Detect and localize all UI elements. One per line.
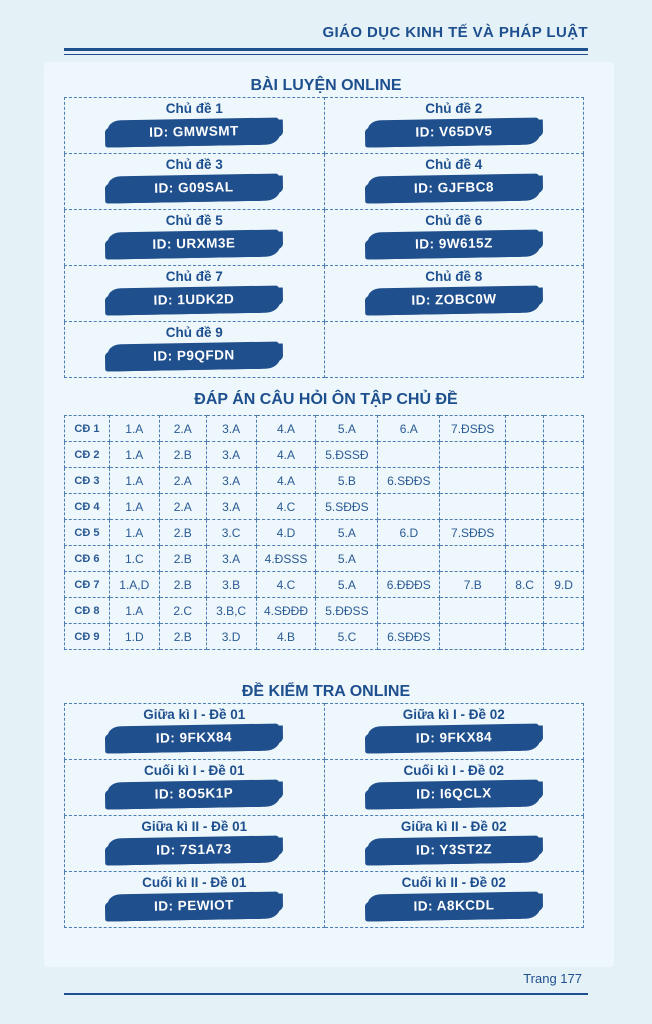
test-id: ID: 8O5K1P	[154, 785, 234, 802]
answer-cell: 1.A	[109, 598, 159, 624]
answer-cell	[440, 598, 506, 624]
answer-cell: 7.SĐĐS	[440, 520, 506, 546]
id-highlight	[108, 286, 280, 316]
id-highlight	[108, 724, 280, 754]
test-id: ID: I6QCLX	[415, 785, 492, 802]
topic-card	[65, 98, 325, 154]
answer-cell: 2.B	[159, 442, 206, 468]
answer-cell	[506, 546, 544, 572]
topic-id: ID: P9QFDN	[153, 347, 236, 364]
book-title: GIÁO DỤC KINH TẾ VÀ PHÁP LUẬT	[322, 24, 588, 41]
id-highlight	[108, 892, 280, 922]
id-highlight	[368, 230, 540, 260]
topic-id: ID: G09SAL	[154, 179, 234, 196]
answer-cell: 2.B	[159, 546, 206, 572]
answer-cell	[506, 520, 544, 546]
answer-cell	[506, 494, 544, 520]
test-label: Cuối kì II - Đề 01	[142, 875, 247, 890]
answer-cell: 5.ĐSSĐ	[316, 442, 378, 468]
topic-code: CĐ 1	[65, 416, 110, 442]
topic-label: Chủ đề 9	[165, 325, 223, 340]
answer-row	[65, 494, 584, 520]
answer-cell: 3.B	[206, 572, 256, 598]
answer-cell	[544, 416, 584, 442]
answer-cell: 6.SĐĐS	[378, 468, 440, 494]
answer-cell: 6.A	[378, 416, 440, 442]
test-label: Cuối kì I - Đề 01	[143, 763, 245, 778]
test-card	[324, 872, 584, 928]
answer-cell	[440, 442, 506, 468]
topic-code: CĐ 2	[65, 442, 110, 468]
answer-row	[65, 572, 584, 598]
answer-cell	[440, 624, 506, 650]
id-highlight	[368, 724, 540, 754]
answer-cell: 1.A	[109, 468, 159, 494]
topic-code: CĐ 8	[65, 598, 110, 624]
answer-cell: 2.B	[159, 520, 206, 546]
answer-cell	[506, 624, 544, 650]
topic-code: CĐ 4	[65, 494, 110, 520]
answer-cell: 1.C	[109, 546, 159, 572]
answer-cell	[440, 494, 506, 520]
test-id: ID: A8KCDL	[413, 897, 495, 914]
id-highlight	[368, 780, 540, 810]
answer-cell	[544, 520, 584, 546]
id-highlight	[108, 342, 280, 372]
answer-cell: 3.A	[206, 546, 256, 572]
answer-cell	[378, 546, 440, 572]
answer-cell: 4.C	[256, 494, 316, 520]
topic-id: ID: URXM3E	[152, 235, 236, 252]
test-id: ID: 9FKX84	[155, 729, 233, 746]
topic-id: ID: 9W615Z	[414, 235, 493, 252]
answer-cell: 5.A	[316, 546, 378, 572]
tests-table	[64, 703, 584, 928]
page-number: Trang 177	[523, 971, 582, 986]
answer-row	[65, 468, 584, 494]
answer-cell: 5.A	[316, 520, 378, 546]
topic-label: Chủ đề 7	[165, 269, 223, 284]
test-label: Giữa kì II - Đề 02	[400, 819, 507, 834]
answer-cell	[378, 442, 440, 468]
answer-cell: 8.C	[506, 572, 544, 598]
answer-cell: 4.ĐSSS	[256, 546, 316, 572]
test-label: Giữa kì I - Đề 02	[402, 707, 505, 722]
practice-table	[64, 97, 584, 378]
test-label: Giữa kì II - Đề 01	[141, 819, 248, 834]
topic-code: CĐ 3	[65, 468, 110, 494]
answer-cell: 1.A	[109, 494, 159, 520]
answer-cell	[440, 468, 506, 494]
test-card	[65, 760, 325, 816]
answer-row	[65, 624, 584, 650]
answer-cell: 3.B,C	[206, 598, 256, 624]
answer-cell	[378, 598, 440, 624]
topic-label: Chủ đề 8	[425, 269, 483, 284]
answer-cell: 5.B	[316, 468, 378, 494]
topic-label: Chủ đề 2	[425, 101, 483, 116]
answer-cell: 1.A	[109, 416, 159, 442]
answer-row	[65, 598, 584, 624]
answer-cell: 5.ĐĐSS	[316, 598, 378, 624]
topic-label: Chủ đề 1	[165, 101, 223, 116]
topic-code: CĐ 5	[65, 520, 110, 546]
id-highlight	[368, 892, 540, 922]
answer-cell: 4.C	[256, 572, 316, 598]
answer-cell: 1.A	[109, 520, 159, 546]
answer-cell	[506, 598, 544, 624]
answer-cell: 6.ĐĐĐS	[378, 572, 440, 598]
topic-id: ID: GMWSMT	[149, 123, 240, 140]
topic-id: ID: V65DV5	[415, 123, 493, 140]
answer-cell: 1.D	[109, 624, 159, 650]
answer-row	[65, 442, 584, 468]
answer-cell: 2.A	[159, 494, 206, 520]
id-highlight	[368, 174, 540, 204]
answer-cell: 2.B	[159, 624, 206, 650]
topic-code: CĐ 6	[65, 546, 110, 572]
id-highlight	[108, 836, 280, 866]
answer-cell	[544, 624, 584, 650]
topic-card	[65, 266, 325, 322]
answer-cell: 4.SĐĐĐ	[256, 598, 316, 624]
answer-cell	[440, 546, 506, 572]
answer-cell	[544, 442, 584, 468]
answer-cell	[544, 468, 584, 494]
topic-card	[324, 98, 584, 154]
topic-label: Chủ đề 5	[165, 213, 223, 228]
test-card	[324, 704, 584, 760]
topic-code: CĐ 9	[65, 624, 110, 650]
test-card	[324, 816, 584, 872]
answer-cell: 5.SĐĐS	[316, 494, 378, 520]
practice-section-title: BÀI LUYỆN ONLINE	[250, 77, 402, 94]
answer-cell: 2.C	[159, 598, 206, 624]
answer-cell: 5.A	[316, 572, 378, 598]
topic-id: ID: GJFBC8	[413, 179, 494, 196]
header-rule	[64, 48, 588, 51]
answer-cell	[378, 494, 440, 520]
answer-cell: 6.D	[378, 520, 440, 546]
topic-id: ID: ZOBC0W	[410, 291, 497, 308]
answer-cell	[506, 416, 544, 442]
answer-row	[65, 416, 584, 442]
test-label: Cuối kì I - Đề 02	[403, 763, 505, 778]
test-id: ID: 9FKX84	[415, 729, 492, 746]
answer-cell	[506, 468, 544, 494]
answers-section-title: ĐÁP ÁN CÂU HỎI ÔN TẬP CHỦ ĐỀ	[194, 391, 458, 408]
id-highlight	[368, 286, 540, 316]
empty-cell	[324, 322, 584, 378]
id-highlight	[368, 836, 540, 866]
answer-cell: 7.B	[440, 572, 506, 598]
topic-label: Chủ đề 4	[425, 157, 483, 172]
answer-cell: 2.A	[159, 416, 206, 442]
answer-cell	[544, 598, 584, 624]
answer-cell	[506, 442, 544, 468]
answer-cell: 3.A	[206, 416, 256, 442]
topic-code: CĐ 7	[65, 572, 110, 598]
answer-cell: 3.C	[206, 520, 256, 546]
tests-section-title: ĐỀ KIỂM TRA ONLINE	[241, 683, 411, 700]
topic-card	[324, 210, 584, 266]
test-label: Cuối kì II - Đề 02	[401, 875, 506, 890]
topic-card	[65, 322, 325, 378]
test-id: ID: Y3ST2Z	[415, 841, 492, 858]
answer-cell: 4.A	[256, 442, 316, 468]
answer-cell: 4.A	[256, 468, 316, 494]
test-card	[65, 816, 325, 872]
answer-cell: 4.B	[256, 624, 316, 650]
id-highlight	[108, 118, 280, 148]
answer-cell	[544, 494, 584, 520]
id-highlight	[108, 780, 280, 810]
answer-row	[65, 546, 584, 572]
answer-cell: 9.D	[544, 572, 584, 598]
answer-cell	[544, 546, 584, 572]
answer-cell: 2.A	[159, 468, 206, 494]
answer-cell: 3.A	[206, 494, 256, 520]
id-highlight	[108, 174, 280, 204]
topic-card	[324, 266, 584, 322]
answer-cell: 1.A	[109, 442, 159, 468]
test-id: ID: PEWIOT	[154, 897, 235, 914]
topic-id: ID: 1UDK2D	[153, 291, 235, 308]
answer-cell: 7.ĐSĐS	[440, 416, 506, 442]
topic-label: Chủ đề 6	[425, 213, 483, 228]
answer-cell: 2.B	[159, 572, 206, 598]
answer-cell: 6.SĐĐS	[378, 624, 440, 650]
answer-cell: 3.A	[206, 468, 256, 494]
id-highlight	[108, 230, 280, 260]
answers-table	[64, 415, 584, 650]
answer-cell: 4.A	[256, 416, 316, 442]
test-id: ID: 7S1A73	[156, 841, 233, 858]
id-highlight	[368, 118, 540, 148]
test-card	[324, 760, 584, 816]
answer-row	[65, 520, 584, 546]
topic-label: Chủ đề 3	[165, 157, 223, 172]
header-rule-thin	[64, 54, 588, 55]
answer-cell: 3.D	[206, 624, 256, 650]
answer-cell: 5.C	[316, 624, 378, 650]
test-label: Giữa kì I - Đề 01	[143, 707, 246, 722]
answer-cell: 3.A	[206, 442, 256, 468]
topic-card	[65, 154, 325, 210]
topic-card	[324, 154, 584, 210]
answer-cell: 1.A,D	[109, 572, 159, 598]
test-card	[65, 704, 325, 760]
answer-cell: 4.D	[256, 520, 316, 546]
test-card	[65, 872, 325, 928]
topic-card	[65, 210, 325, 266]
answer-cell: 5.A	[316, 416, 378, 442]
footer-rule	[64, 993, 588, 995]
